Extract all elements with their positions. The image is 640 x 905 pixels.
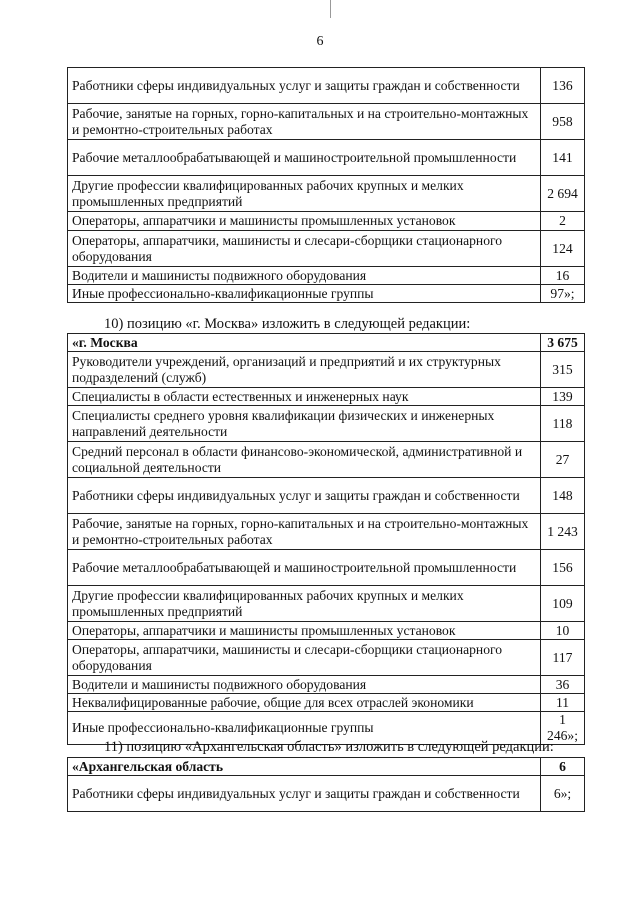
row-label: Рабочие металлообрабатывающей и машиностроительной промышленности: [68, 550, 541, 586]
row-value: 109: [541, 586, 585, 622]
row-label: Рабочие, занятые на горных, горно-капитальных и на строительно-монтажных и ремонтно-строительных работах: [68, 104, 541, 140]
table-row: [68, 776, 585, 812]
row-value: 3 675: [541, 334, 585, 352]
row-label: Водители и машинисты подвижного оборудования: [68, 267, 541, 285]
row-label: Другие профессии квалифицированных рабочих крупных и мелких промышленных предприятий: [68, 586, 541, 622]
table-row: [68, 694, 585, 712]
paragraph-11: 11) позицию «Архангельская область» изложить в следующей редакции:: [104, 739, 554, 755]
table-row: [68, 352, 585, 388]
row-label: Рабочие металлообрабатывающей и машиностроительной промышленности: [68, 140, 541, 176]
table-row: [68, 334, 585, 352]
table-row: [68, 514, 585, 550]
row-label: Иные профессионально-квалификационные группы: [68, 285, 541, 303]
row-value: 118: [541, 406, 585, 442]
row-label: Средний персонал в области финансово-экономической, административной и социальной деятельности: [68, 442, 541, 478]
row-value: 141: [541, 140, 585, 176]
row-label: Иные профессионально-квалификационные группы: [68, 712, 541, 745]
row-label: Руководители учреждений, организаций и предприятий и их структурных подразделений (служб): [68, 352, 541, 388]
row-label: Работники сферы индивидуальных услуг и защиты граждан и собственности: [68, 776, 541, 812]
row-label: Другие профессии квалифицированных рабочих крупных и мелких промышленных предприятий: [68, 176, 541, 212]
table-row: [68, 478, 585, 514]
row-value: 958: [541, 104, 585, 140]
table-row: [68, 68, 585, 104]
scan-edge-mark: [330, 0, 331, 18]
table-row: [68, 640, 585, 676]
row-value: 16: [541, 267, 585, 285]
table-row: [68, 622, 585, 640]
row-value: 10: [541, 622, 585, 640]
row-label: Специалисты в области естественных и инженерных наук: [68, 388, 541, 406]
row-label: Специалисты среднего уровня квалификации физических и инженерных направлений деятельности: [68, 406, 541, 442]
paragraph-10: 10) позицию «г. Москва» изложить в следующей редакции:: [104, 316, 471, 332]
row-value: 1 243: [541, 514, 585, 550]
row-label: Работники сферы индивидуальных услуг и защиты граждан и собственности: [68, 478, 541, 514]
table-row: [68, 758, 585, 776]
row-value: 6»;: [541, 776, 585, 812]
row-value: 97»;: [541, 285, 585, 303]
row-value: 11: [541, 694, 585, 712]
row-label: Рабочие, занятые на горных, горно-капитальных и на строительно-монтажных и ремонтно-строительных работах: [68, 514, 541, 550]
row-value: 1 246»;: [541, 712, 585, 745]
row-label: Работники сферы индивидуальных услуг и защиты граждан и собственности: [68, 68, 541, 104]
row-label: «г. Москва: [68, 334, 541, 352]
row-label: Операторы, аппаратчики, машинисты и слесари-сборщики стационарного оборудования: [68, 640, 541, 676]
row-label: «Архангельская область: [68, 758, 541, 776]
row-value: 27: [541, 442, 585, 478]
table-row: [68, 212, 585, 231]
row-value: 36: [541, 676, 585, 694]
row-value: 139: [541, 388, 585, 406]
table-row: [68, 550, 585, 586]
moscow-table: [67, 333, 585, 745]
occupation-table-continued: [67, 67, 585, 303]
table-row: [68, 140, 585, 176]
row-value: 136: [541, 68, 585, 104]
table-row: [68, 586, 585, 622]
table-row: [68, 388, 585, 406]
row-value: 148: [541, 478, 585, 514]
row-value: 2: [541, 212, 585, 231]
table-row: [68, 442, 585, 478]
table-row: [68, 406, 585, 442]
table-row: [68, 231, 585, 267]
row-label: Водители и машинисты подвижного оборудования: [68, 676, 541, 694]
table-row: [68, 104, 585, 140]
row-value: 156: [541, 550, 585, 586]
row-label: Операторы, аппаратчики, машинисты и слесари-сборщики стационарного оборудования: [68, 231, 541, 267]
row-value: 315: [541, 352, 585, 388]
page-number: 6: [316, 34, 324, 49]
arkhangelsk-table: [67, 757, 585, 812]
row-value: 117: [541, 640, 585, 676]
table-row: [68, 285, 585, 303]
row-value: 2 694: [541, 176, 585, 212]
row-label: Неквалифицированные рабочие, общие для всех отраслей экономики: [68, 694, 541, 712]
row-value: 6: [541, 758, 585, 776]
table-row: [68, 267, 585, 285]
row-label: Операторы, аппаратчики и машинисты промышленных установок: [68, 622, 541, 640]
row-value: 124: [541, 231, 585, 267]
table-row: [68, 176, 585, 212]
table-row: [68, 676, 585, 694]
row-label: Операторы, аппаратчики и машинисты промышленных установок: [68, 212, 541, 231]
